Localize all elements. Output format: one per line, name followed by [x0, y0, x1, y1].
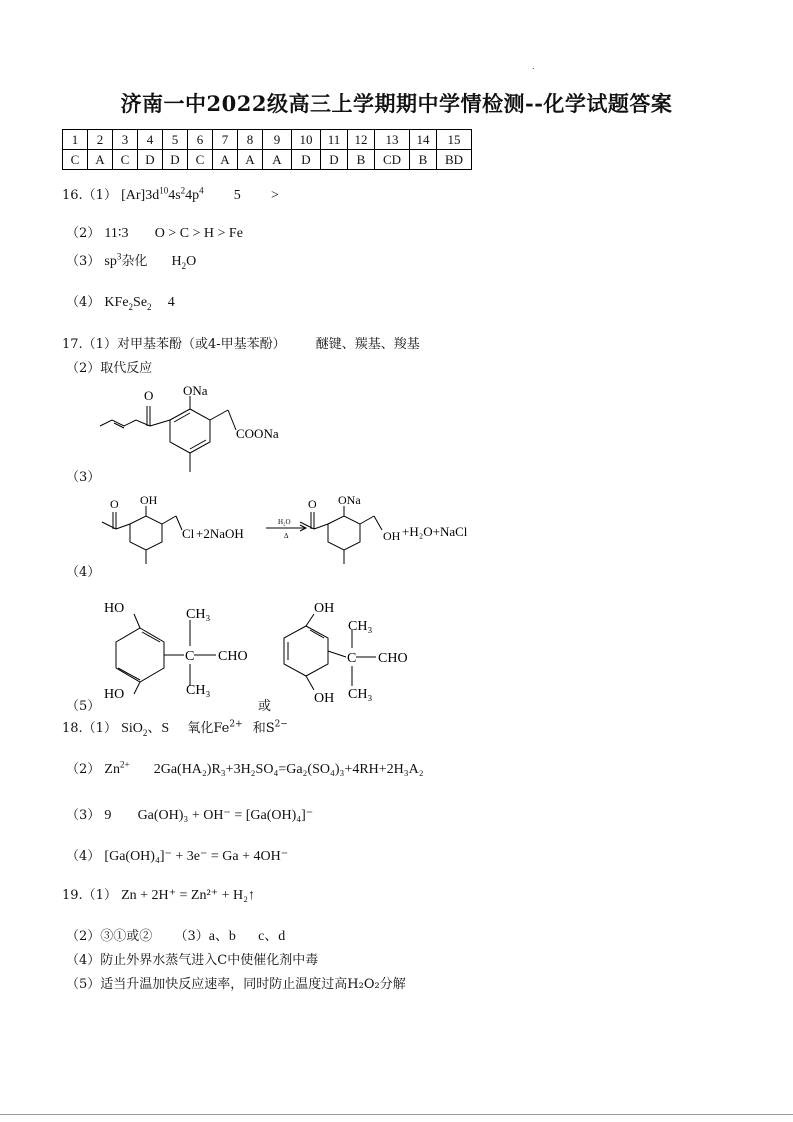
q18-p1-answer-c: 和$S^{2-}$ — [252, 719, 288, 736]
q18-p3-label: （3） — [66, 808, 101, 823]
answer-table-answer-cell: A — [238, 150, 263, 170]
q17-p1-answer-a: 对甲基苯酚（或4-甲基苯酚） — [116, 337, 286, 352]
answer-table-answer-cell: B — [410, 150, 437, 170]
answer-table-number-cell: 14 — [410, 130, 437, 150]
q19-p5-answer: 适当升温加快反应速率，同时防止温度过高H₂O₂分解 — [100, 977, 406, 992]
q18-part1 — [62, 717, 288, 738]
footer-rule — [0, 1114, 793, 1115]
q17-p4-o1: O — [110, 497, 119, 511]
q19-p3-label: （3） — [174, 929, 209, 944]
q17-p2-label: （2） — [66, 361, 101, 376]
q17-p4-o2: O — [308, 497, 317, 511]
q16-p4-answer-a: $KFe_2Se_2$ — [104, 295, 152, 312]
q19-p1-equation: Zn + 2H⁺ = Zn²⁺ + H₂↑ — [121, 888, 255, 903]
q17-p5-cho: CHO — [218, 649, 248, 664]
q18-part2 — [66, 758, 424, 778]
q18-p3-equation: Ga(OH)₃ + OH⁻ = [Ga(OH)₄]⁻ — [137, 808, 314, 823]
q16-p2-label: （2） — [66, 226, 101, 241]
q19-part2-3 — [66, 925, 285, 945]
q18-part4 — [66, 845, 288, 865]
answer-table-number-cell: 7 — [213, 130, 238, 150]
answer-table-answer-cell: B — [348, 150, 375, 170]
q16-part4 — [66, 291, 175, 312]
q17-p5-cho2: CHO — [378, 651, 408, 666]
q16-part3 — [66, 250, 196, 271]
q18-p1-answer-b: 氧化$Fe^{2+}$ — [187, 719, 243, 736]
q17-p3-structure — [100, 382, 300, 482]
q17-p5-label: （5） — [66, 699, 101, 714]
q18-p3-answer-a: 9 — [104, 808, 112, 823]
answer-table-answer-cell: D — [292, 150, 321, 170]
answer-table-number-cell: 3 — [113, 130, 138, 150]
answer-table-answer-cell: CD — [375, 150, 410, 170]
answer-table-answer-cell: C — [188, 150, 213, 170]
answer-table-number-cell: 4 — [138, 130, 163, 150]
q18-p1-answer-a: SiO$_2$、S — [121, 721, 170, 738]
q17-p4-cond-bot: Δ — [284, 532, 289, 540]
answer-table-answer-cell: A — [88, 150, 113, 170]
q17-p1-answer-b: 醚键、羰基、羧基 — [315, 337, 420, 352]
q19-p4-answer: 防止外界水蒸气进入C中使催化剂中毒 — [100, 953, 319, 968]
q17-p4-cond-top: H₂O — [278, 518, 291, 526]
q17-p1-label: 17.（1） — [62, 337, 117, 352]
answer-table-number-cell: 13 — [375, 130, 410, 150]
q16-p1-answer-a: 5 — [233, 188, 241, 203]
q18-p2-label: （2） — [66, 762, 101, 777]
answer-table-number-cell: 2 — [88, 130, 113, 150]
q17-p3-label: （3） — [66, 470, 101, 485]
answer-table — [62, 129, 472, 170]
answer-table-answer-row — [63, 150, 472, 170]
q17-p3-ona: ONa — [183, 383, 208, 398]
answer-table-answer-cell: D — [163, 150, 188, 170]
q17-p5-ch3b: CH₃ — [186, 683, 211, 698]
answer-table-number-cell: 9 — [263, 130, 292, 150]
q17-p5-ch3c: CH₃ — [348, 619, 373, 634]
q17-p3-coona: COONa — [236, 426, 279, 441]
q19-p4-label: （4） — [66, 953, 101, 968]
answer-table-number-cell: 12 — [348, 130, 375, 150]
q16-p3-answer-b: $H_2O$ — [171, 254, 197, 271]
q16-part2 — [66, 222, 243, 242]
answer-table-number-row — [63, 130, 472, 150]
q16-p1-answer-b: > — [270, 188, 279, 203]
q17-p4-oh2: OH — [383, 529, 401, 543]
q16-p4-answer-b: 4 — [167, 295, 175, 310]
q18-p4-label: （4） — [66, 849, 101, 864]
q19-p2-answer: ③①或② — [100, 929, 153, 944]
header-mark: . — [532, 62, 535, 71]
q18-part3 — [66, 804, 313, 824]
q19-part4 — [66, 949, 318, 968]
q17-p5-ch3d: CH₃ — [348, 687, 373, 702]
q16-p1-config: $[Ar]3d^{10}4s^24p^4$ — [121, 185, 204, 203]
q17-p4-tail: +H₂O+NaCl — [402, 524, 468, 539]
q16-p2-answer-a: 11∶3 — [104, 226, 129, 241]
q17-p4-reaction — [100, 494, 520, 574]
answer-table-answer-cell: D — [321, 150, 348, 170]
q16-p3-hybrid-text: 杂化 — [121, 254, 148, 269]
q17-p3-o: O — [144, 388, 154, 403]
q17-p5-ho2: HO — [104, 687, 125, 702]
answer-table-number-cell: 5 — [163, 130, 188, 150]
q19-part1 — [62, 884, 255, 904]
q16-p2-answer-b: O > C > H > Fe — [154, 226, 243, 241]
q17-p2-answer: 取代反应 — [100, 361, 153, 376]
answer-table-number-cell: 15 — [437, 130, 472, 150]
q19-p5-label: （5） — [66, 977, 101, 992]
q19-part5 — [66, 973, 406, 992]
q18-p2-answer-a: $Zn^{2+}$ — [104, 759, 130, 777]
q17-p5-oh2: OH — [314, 691, 335, 706]
q17-p5-oh1: OH — [314, 601, 335, 616]
q19-p2-label: （2） — [66, 929, 101, 944]
q17-p4-ona: ONa — [338, 493, 361, 507]
page-title: 济南一中2022级高三上学期期中学情检测--化学试题答案 — [120, 91, 673, 116]
q17-p4-label: （4） — [66, 565, 101, 580]
answer-table-answer-cell: A — [263, 150, 292, 170]
answer-table-answer-cell: D — [138, 150, 163, 170]
q17-p5-or: 或 — [258, 699, 272, 714]
q19-p3-answer-b: c、d — [258, 929, 286, 944]
answer-table-answer-cell: C — [63, 150, 88, 170]
q17-p4-plus-naoh: +2NaOH — [196, 526, 244, 541]
answer-table-answer-cell: BD — [437, 150, 472, 170]
q16-p4-label: （4） — [66, 295, 101, 310]
q16-part1 — [62, 184, 279, 204]
answer-table-number-cell: 10 — [292, 130, 321, 150]
q17-p5-c2: C — [347, 651, 357, 666]
answer-table-number-cell: 6 — [188, 130, 213, 150]
q16-p3-label: （3） — [66, 254, 101, 269]
q17-part2 — [66, 357, 152, 376]
q18-p1-label: 18.（1） — [62, 721, 117, 736]
q19-p1-label: 19.（1） — [62, 888, 117, 903]
q17-part1 — [62, 333, 420, 352]
q18-p2-equation: 2Ga(HA₂)R₃+3H₂SO₄=Ga₂(SO₄)₃+4RH+2H₃A₂ — [153, 762, 424, 777]
answer-table-number-cell: 8 — [238, 130, 263, 150]
q17-p5-ch3a: CH₃ — [186, 607, 211, 622]
q17-p5-structures — [100, 598, 430, 708]
answer-table-number-cell: 11 — [321, 130, 348, 150]
answer-table-number-cell: 1 — [63, 130, 88, 150]
answer-table-answer-cell: C — [113, 150, 138, 170]
q17-p5-ho1: HO — [104, 601, 125, 616]
q16-p1-label: 16.（1） — [62, 188, 117, 203]
q17-p5-c: C — [185, 649, 195, 664]
q16-p3-answer-a: $sp^3$ — [104, 251, 122, 269]
q17-p4-cl: Cl — [182, 526, 195, 541]
answer-table-answer-cell: A — [213, 150, 238, 170]
q17-p4-oh: OH — [140, 493, 158, 507]
q18-p4-equation: [Ga(OH)₄]⁻ + 3e⁻ = Ga + 4OH⁻ — [104, 849, 289, 864]
q19-p3-answer-a: a、b — [208, 929, 236, 944]
